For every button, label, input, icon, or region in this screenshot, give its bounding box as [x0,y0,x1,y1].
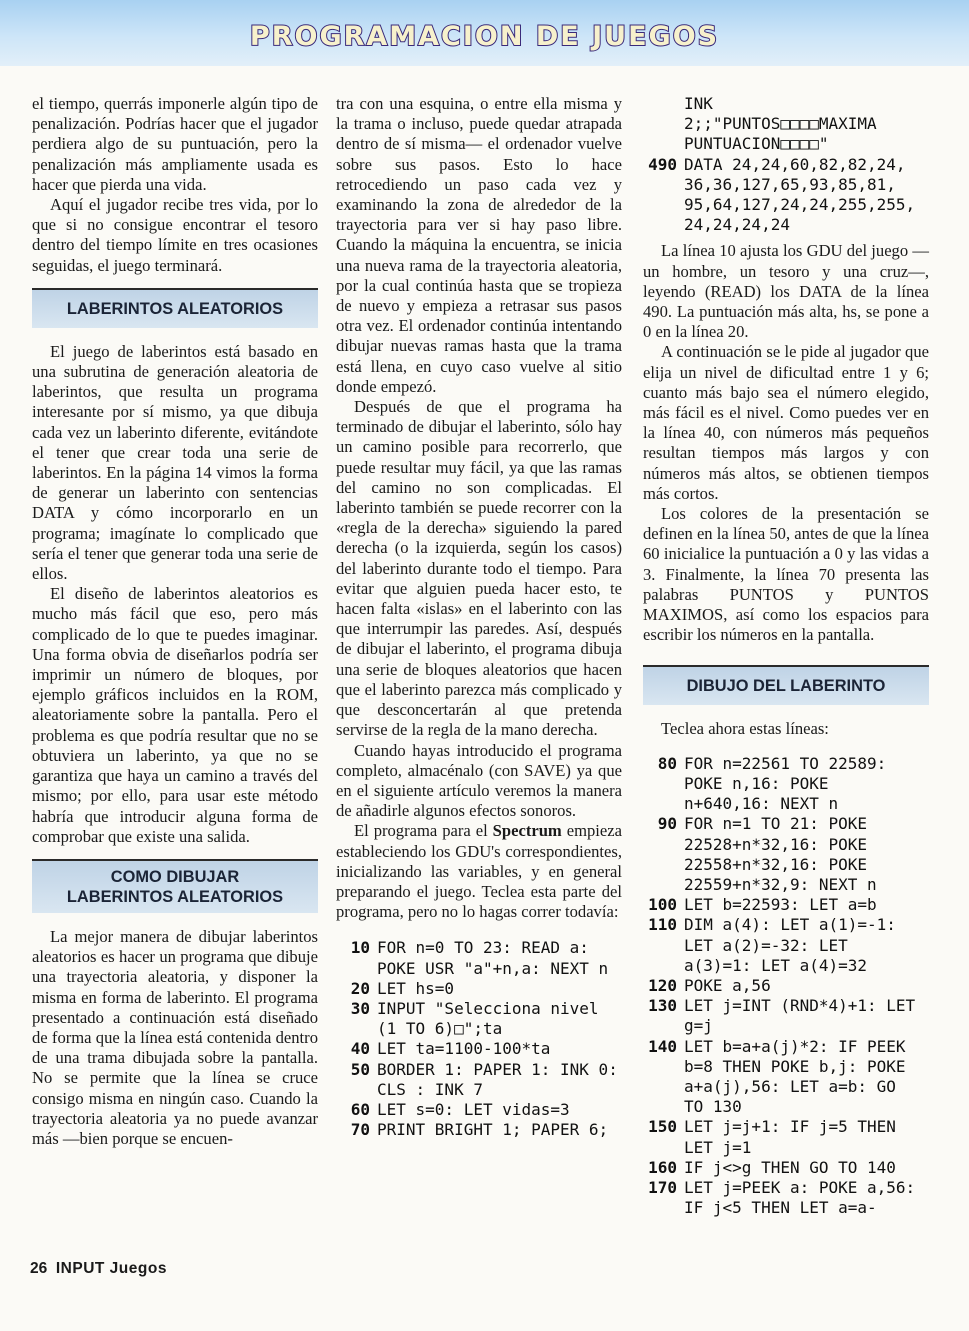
code-line [643,94,929,155]
line-number: 10 [350,938,370,958]
code-text: IF j<>g THEN GO TO 140 [684,1157,896,1177]
code-text: LET b=22593: LET a=b [684,895,877,915]
paragraph: La mejor manera de dibujar laberintos aleatorios es hacer un programa que dibuje una trayectoria aleatoria, y disponer la misma en forma de laberinto. El programa presentado a continuación está diseñado de forma que la línea está contenida dentro de una trama dibujada sobre la pantalla. No se permite que la línea se cruce consigo misma en ningún caso. Cuando la trayectoria aleatoria ya no puede avanzar más —bien porque se encuen- [32,926,318,1148]
column-1 [32,94,318,1149]
code-line [643,155,929,236]
page-number: 26 [30,1260,48,1277]
paragraph: tra con una esquina, o entre ella misma y la trama o incluso, puede quedar atrapada dentro de sí misma— el ordenador vuelve sobre sus pasos. Esto lo hace retrocediendo un paso cada vez y examinando la zona de alrededor de la trayectoria para ver si hay paso libre. Cuando la máquina la encuentra, se inicia una nueva rama de la trayectoria aleatoria, por la cual continúa hasta que se tropieza de nuevo y empieza a retrasar sus pasos otra vez. El ordenador continúa intentando dibujar nuevas ramas hasta que la trama está llena, en cuyo caso vuelve al sitio donde empezó. [336,94,622,396]
code-text: LET hs=0 [377,978,455,998]
code-text: LET j=INT (RND*4)+1: LET g=j [684,996,916,1036]
code-line [643,976,929,996]
line-number [643,94,684,155]
code-text: DIM a(4): LET a(1)=-1: LET a(2)=-32: LET a(3)=1: LET a(4)=32 [684,915,896,975]
paragraph-text: El programa para el [354,821,493,841]
line-number: 70 [350,1120,370,1140]
line-number: 20 [350,978,370,998]
line-number: 140 [648,1036,677,1056]
code-text: POKE a,56 [684,975,771,995]
code-line [643,1037,929,1118]
code-line [643,895,929,915]
code-line [336,979,622,999]
code-text: LET j=j+1: IF j=5 THEN LET j=1 [684,1117,896,1157]
line-number: 100 [648,895,677,915]
line-number: 490 [648,154,677,174]
paragraph: Teclea ahora estas líneas: [661,719,829,739]
line-number: 40 [350,1039,370,1059]
code-line [643,754,929,815]
line-number: 60 [350,1099,370,1119]
paragraph: Aquí el jugador recibe tres vida, por lo que si no consigue encontrar el tesoro dentro del tiempo límite en tres ocasiones seguidas, el juego terminará. [32,195,318,275]
line-number: 130 [648,996,677,1016]
line-number: 170 [648,1177,677,1197]
column-2 [336,94,622,1140]
code-text: INK 2;;"PUNTOS□□□□MAXIMA PUNTUACION□□□□" [684,94,877,154]
code-line [643,1158,929,1178]
section-title: PROGRAMACION DE JUEGOS [249,21,720,52]
code-line [336,999,622,1039]
spectrum-keyword: Spectrum [492,821,562,841]
section-heading: DIBUJO DEL LABERINTO [643,665,929,705]
paragraph: A continuación se le pide al jugador que elija un nivel de dificultad entre 1 y 6; cuanto más bajo sea el número elegido, más fácil es el nivel. Como puedes ver en la línea 40, con números más pequeños resultan tiempos más largos y con números más altos, se obtienen tiempos más cortos. [643,342,929,503]
code-line [336,1120,622,1140]
magazine-name: INPUT Juegos [55,1260,167,1277]
paragraph: El diseño de laberintos aleatorios es mucho más fácil que eso, pero más complicado de lo que te puedes imaginar. Una forma obvia de diseñarlos podría ser imprimir un número de bloques, por ejemplo gráficos incluidos en la ROM, aleatoriamente sobre la pantalla. Pero el problema es que podría resultar que no se obtuviera un laberinto, ya que no se garantiza que haya un camino a través del mismo; por ello, para usar este método habría que introducir alguna forma de comprobar que existe una salida. [32,584,318,846]
line-number: 160 [648,1157,677,1177]
section-heading: COMO DIBUJAR LABERINTOS ALEATORIOS [32,859,318,913]
paragraph: Los colores de la presentación se definen en la línea 50, antes de que la línea 60 inicialice la puntuación a 0 y las vidas a 3. Finalmente, la línea 70 presenta las palabras PUNTOS y PUNTOS MAXIMOS, así como los espacios para escribir los números en la pantalla. [643,504,929,645]
paragraph-text: empieza estableciendo los GDU's correspondientes, inicializando las variables, y en general preparando el juego. Teclea esta parte del programa, pero no lo hagas correr todavía: [336,821,622,922]
code-text: FOR n=22561 TO 22589: POKE n,16: POKE n+640,16: NEXT n [684,753,887,814]
line-number: 110 [648,915,677,935]
code-text: LET j=PEEK a: POKE a,56: IF j<5 THEN LET a=a- [684,1177,916,1218]
page-footer [30,1260,167,1278]
code-line [643,915,929,976]
code-line [643,1117,929,1157]
line-number: 30 [350,998,370,1018]
code-text: FOR n=0 TO 23: READ a: POKE USR "a"+n,a: NEXT n [377,938,609,978]
paragraph: Cuando hayas introducido el programa completo, almacénalo (con SAVE) ya que en el siguiente artículo veremos la manera de añadirle algunos efectos sonoros. [336,740,622,821]
code-line [336,1060,622,1100]
code-text: INPUT "Selecciona nivel (1 TO 6)□";ta [377,998,599,1039]
code-line [643,814,929,895]
paragraph: El juego de laberintos está basado en una subrutina de generación aleatoria de laberintos, que resulta un programa interesante por sí mismo, ya que dibuja cada vez un laberinto diferente, evitándote el tener que crear toda una serie de laberintos. En la página 14 vimos la forma de generar un laberinto con sentencias DATA y cómo incorporarlo en un programa; imagínate lo complicado que sería el tener que generar toda una serie de ellos. [32,341,318,584]
code-listing [643,754,929,1219]
code-line [336,1039,622,1059]
code-listing [336,938,622,1140]
page-header [0,0,969,66]
code-line [336,938,622,978]
code-text: LET ta=1100-100*ta [377,1039,551,1059]
line-number: 50 [350,1059,370,1079]
line-number: 150 [648,1117,677,1137]
code-listing [643,94,929,235]
column-3 [643,94,929,1218]
paragraph [336,821,622,922]
paragraph: La línea 10 ajusta los GDU del juego —un hombre, un tesoro y una cruz—, leyendo (READ) los DATA de la línea 490. La puntuación más alta, hs, se pone a 0 en la línea 20. [643,241,929,342]
code-line [336,1100,622,1120]
code-text: LET s=0: LET vidas=3 [377,1099,570,1119]
line-number: 90 [657,814,677,834]
code-text: LET b=a+a(j)*2: IF PEEK b=8 THEN POKE b,j: POKE a+a(j),56: LET a=b: GO TO 130 [684,1036,906,1117]
code-text: PRINT BRIGHT 1; PAPER 6; [377,1120,609,1140]
code-text: BORDER 1: PAPER 1: INK 0: CLS : INK 7 [377,1059,618,1099]
paragraph: el tiempo, querrás imponerle algún tipo de penalización. Podrías hacer que el jugador perdiera algo de su puntuación, pero la penalización más ampliamente usada es hacer que pierda una vida. [32,94,318,194]
code-line [643,1178,929,1218]
code-text: FOR n=1 TO 21: POKE 22528+n*32,16: POKE 22558+n*32,16: POKE 22559+n*32,9: NEXT n [684,814,877,894]
code-text: DATA 24,24,60,82,82,24, 36,36,127,65,93,85,81, 95,64,127,24,24,255,255, 24,24,24,24 [684,154,916,235]
line-number: 80 [657,753,677,773]
code-line [643,996,929,1036]
section-heading: LABERINTOS ALEATORIOS [32,288,318,328]
paragraph: Después de que el programa ha terminado de dibujar el laberinto, sólo hay un camino posible para recorrerlo, que puede resultar muy fácil, ya que las ramas del camino no son complicadas. El laberinto también se puede recorrer con la «regla de la derecha» siguiendo la pared derecha (o la izquierda, según los casos) del laberinto durante todo el tiempo. Para evitar que alguien pueda hacer esto, te hacen falta «islas» en el laberinto con las que interrumpir las paredes. Así, después de dibujar el laberinto, el programa dibuja una serie de bloques aleatorios que hacen que el laberinto parezca más complicado y que desconcertarán al que pretenda servirse de la regla de la mano derecha. [336,397,622,740]
line-number: 120 [648,975,677,995]
